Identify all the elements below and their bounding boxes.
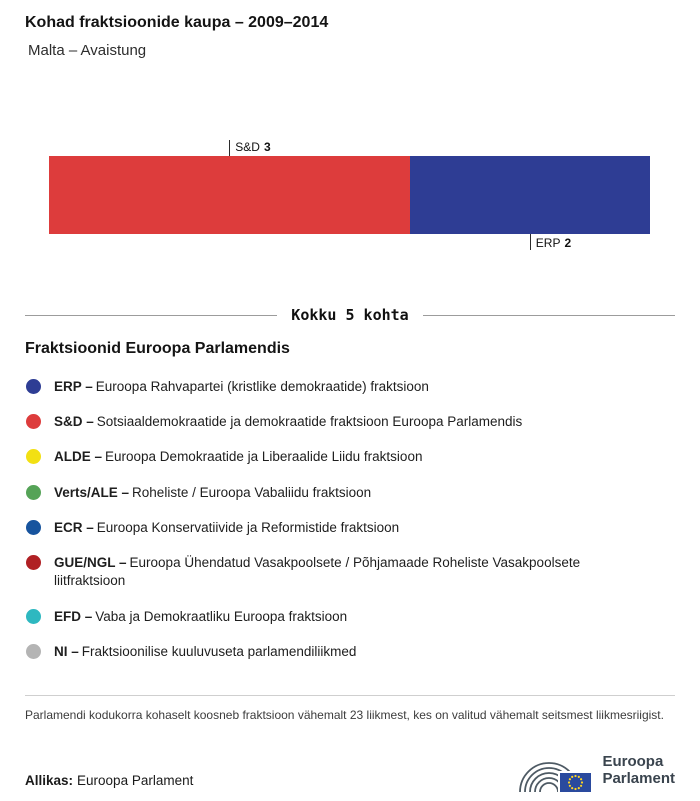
- ep-logo-text-line2: Parlament: [602, 770, 675, 788]
- legend-item-erp: [25, 378, 675, 396]
- source-label: Allikas:: [25, 772, 74, 788]
- seat-chart: [49, 140, 650, 250]
- legend-item-ecr: [25, 519, 675, 537]
- bar-segment-sd: [49, 140, 410, 234]
- page-title: Kohad fraktsioonide kaupa – 2009–2014: [25, 14, 329, 31]
- total-seats-row: [25, 306, 675, 324]
- legend-abbr: GUE/NGL –: [54, 555, 127, 571]
- ep-logo-text-line1: Euroopa: [602, 752, 664, 770]
- legend-desc: Fraktsioonilise kuuluvuseta parlamendiliikmed: [81, 643, 357, 659]
- legend-item-gue-ngl: [25, 554, 675, 590]
- chart-subtitle: Malta – Avaistung: [28, 42, 147, 59]
- legend-desc: Roheliste / Euroopa Vabaliidu fraktsioon: [132, 484, 372, 500]
- legend-list: [25, 378, 675, 661]
- legend-abbr: ALDE –: [54, 449, 103, 465]
- legend-item-efd: [25, 608, 675, 626]
- segment-name: ERP: [535, 236, 561, 250]
- source-line: [25, 773, 193, 794]
- legend-desc: Euroopa Ühendatud Vasakpoolsete / Põhjamaade Roheliste Vasakpoolsete liitfraktsioon: [54, 555, 581, 589]
- divider: [25, 695, 675, 696]
- legend-desc: Euroopa Rahvapartei (kristlike demokraatide) fraktsioon: [95, 379, 429, 394]
- legend-item-alde: [25, 448, 675, 466]
- ep-logo-text: [602, 753, 675, 788]
- rule-left: [25, 315, 277, 316]
- legend-desc: Euroopa Konservatiivide ja Reformistide fraktsioon: [96, 519, 400, 535]
- legend-abbr: ERP –: [54, 379, 93, 394]
- legend-color-dot: [26, 520, 41, 535]
- legend-color-dot: [26, 449, 41, 464]
- total-seats-label: Kokku 5 kohta: [291, 306, 409, 324]
- legend-desc: Vaba ja Demokraatliku Euroopa fraktsioon: [95, 608, 348, 624]
- legend-item-sd: [25, 413, 675, 431]
- segment-value: 2: [564, 236, 572, 250]
- legend-color-dot: [26, 414, 41, 429]
- footnote: Parlamendi kodukorra kohaselt koosneb fraktsioon vähemalt 23 liikmest, kes on valitud vähemalt seitsmest liikmesriigist.: [25, 707, 664, 722]
- legend-color-dot: [26, 644, 41, 659]
- segment-name: S&D: [235, 140, 260, 154]
- legend-color-dot: [26, 485, 41, 500]
- footer: [25, 747, 675, 794]
- legend-color-dot: [26, 555, 41, 570]
- bar-segment-erp: [410, 156, 650, 250]
- legend-abbr: EFD –: [54, 608, 93, 624]
- european-parliament-logo: [519, 747, 675, 794]
- legend-item-verts-ale: [25, 484, 675, 502]
- source-text: Euroopa Parlament: [77, 772, 194, 788]
- legend-abbr: ECR –: [54, 519, 94, 535]
- stacked-bar: [49, 140, 650, 250]
- segment-label-sd: [229, 140, 270, 156]
- legend-color-dot: [26, 379, 41, 394]
- rule-right: [423, 315, 675, 316]
- legend-abbr: NI –: [54, 643, 79, 659]
- legend-heading: Fraktsioonid Euroopa Parlamendis: [25, 340, 290, 357]
- segment-value: 3: [263, 140, 271, 154]
- segment-label-erp: [530, 234, 571, 250]
- legend-item-ni: [25, 643, 675, 661]
- legend-abbr: S&D –: [54, 414, 94, 430]
- legend-color-dot: [26, 609, 41, 624]
- european-parliament-logo-icon: [519, 747, 593, 794]
- legend-abbr: Verts/ALE –: [54, 484, 130, 500]
- legend-desc: Sotsiaaldemokraatide ja demokraatide fraktsioon Euroopa Parlamendis: [96, 414, 523, 430]
- legend-desc: Euroopa Demokraatide ja Liberaalide Liidu fraktsioon: [105, 449, 423, 465]
